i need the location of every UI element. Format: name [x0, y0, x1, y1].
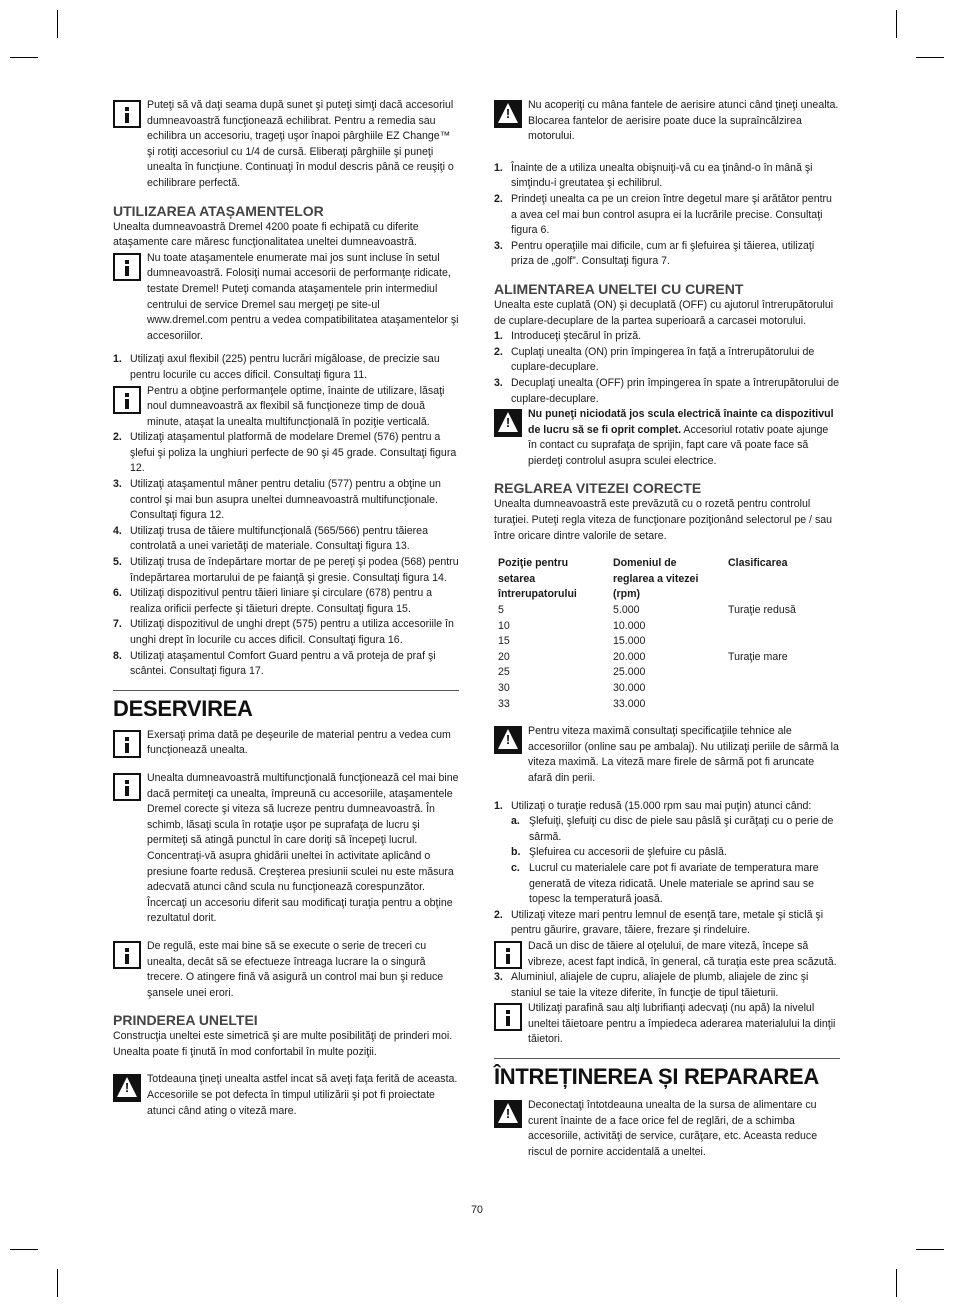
right-column — [494, 98, 840, 1160]
note-text: De regulă, este mai bine să se execute o serie de treceri cu unealta, decât să se efectueze întreaga lucrare la o singură trecere. O atingere fină vă asigură un control mai bun şi reduce şansele unei erori. — [147, 939, 444, 999]
list-text: Înainte de a utiliza unealta obişnuiţi-vă cu ea ţinând-o în mână şi simţindu-i greutatea şi echilibrul. — [511, 161, 813, 190]
note-rest-text: Accesoriul rotativ poate ajunge în contact cu suprafaţa de sprijin, fapt care vă poate face să pierdeţi controlul asupra sculei electrice. — [528, 423, 829, 467]
paragraph: Unealta este cuplată (ON) şi decuplată (OFF) cu ajutorul întrerupătorului de cuplare-decuplare de la partea superioară a carcasei motorului. — [494, 298, 834, 327]
list-number: 3. — [113, 478, 122, 491]
list-text: Cuplaţi unealta (ON) prin împingerea în faţă a întrerupătorului de cuplare-decuplare. — [511, 345, 815, 374]
table-cell — [724, 697, 834, 713]
list-number: 6. — [113, 587, 122, 600]
left-column — [113, 98, 459, 1119]
table-header: Domeniul de reglarea a vitezei (rpm) — [613, 557, 699, 601]
info-icon — [113, 941, 141, 969]
info-icon — [494, 941, 522, 969]
list-item — [113, 524, 459, 555]
list-text: Utilizaţi o turaţie redusă (15.000 rpm sau mai puţin) atunci când: — [511, 799, 812, 812]
crop-mark — [10, 57, 38, 58]
list-item — [494, 376, 840, 407]
table-row — [494, 650, 834, 666]
paragraph: Unealta dumneavoastră este prevăzută cu o rozetă pentru controlul turaţiei. Puteţi regla viteza de funcţionare poziţionând selectorul pe / sau între oricare dintre valorile de setare. — [494, 498, 833, 542]
table-row — [494, 603, 834, 619]
list-number: 1. — [494, 161, 503, 174]
list-text: Pentru operaţiile mai dificile, cum ar fi şlefuirea şi tăierea, utilizaţi priza de „golf”. Consultaţi figura 7. — [511, 239, 815, 268]
list-number: 4. — [113, 524, 122, 537]
table-cell: 25.000 — [613, 666, 646, 679]
list-number: 3. — [494, 971, 503, 984]
note-text: Pentru viteza maximă consultaţi specificaţiile tehnice ale accesoriilor (online sau pe ambalaj). Nu utilizaţi periile de sârmă la viteza maximă. La viteză mare firele de sârmă pot fi aruncate afară din perii. — [528, 725, 839, 784]
table-row — [494, 619, 834, 635]
list-text: Utilizaţi trusa de îndepărtare mortar de pe pereţi şi podea (568) pentru îndepărtarea mortarului de pe faianţă şi gresie. Consultaţi figura 14. — [130, 556, 459, 584]
list-item — [494, 799, 840, 815]
warning-icon — [113, 1074, 141, 1102]
list-text: Utilizaţi ataşamentul platformă de modelare Dremel (576) pentru a şlefui şi poliza la unghiuri perfecte de 90 şi 45 grade. Consultaţi figura 12. — [130, 431, 457, 475]
table-cell — [724, 665, 834, 681]
note-text: Puteţi să vă daţi seama după sunet şi puteţi simţi dacă accesoriul dumneavoastră funcţionează echilibrat. Pentru a remedia sau echilibra un accesoriu, trageţi uşor înapoi pârghiile EZ Change™ şi rotiţi accesoriul cu 1/4 de cursă. Eliberaţi pârghiile şi puneţi unealta în funcţiune. Continuaţi în modul descris până ce reuşiţi o echilibrare perfectă. — [147, 99, 454, 189]
section-heading-power: ALIMENTAREA UNELTEI CU CURENT — [494, 280, 744, 297]
section-heading-attachments: UTILIZAREA ATAȘAMENTELOR — [113, 202, 324, 219]
info-icon — [494, 1003, 522, 1031]
list-text: Lucrul cu materialele care pot fi avariate de temperatura mare generată de viteza ridicată. Unele materiale se aprind sau se topesc la temperatură joasă. — [529, 861, 819, 906]
list-number: 8. — [113, 649, 122, 662]
info-icon — [113, 730, 141, 758]
warning-note — [113, 1072, 459, 1119]
info-note — [494, 939, 840, 970]
list-item — [494, 161, 840, 192]
crop-mark — [57, 10, 58, 38]
list-text: Aluminiul, aliajele de cupru, aliajele de plumb, aliajele de zinc şi staniul se taie la viteze diferite, în funcţie de tipul tăieturii. — [511, 971, 809, 999]
table-cell: 20 — [498, 650, 510, 663]
list-item — [113, 430, 459, 477]
list-letter: a. — [511, 815, 520, 828]
warning-note — [494, 724, 840, 786]
list-item — [113, 555, 459, 586]
page-number: 70 — [471, 1204, 483, 1216]
table-cell: Turaţie mare — [728, 650, 788, 663]
sub-list-item — [494, 845, 840, 861]
chapter-heading-maintenance: ÎNTREȚINEREA ȘI REPARAREA — [494, 1058, 840, 1092]
list-item — [113, 586, 459, 617]
table-cell: 5 — [498, 604, 504, 617]
list-number: 2. — [494, 345, 503, 358]
list-text: Prindeţi unealta ca pe un creion între degetul mare şi arătător pentru a avea cel mai bun control asupra ei la lucrările precise. Consultaţi figura 6. — [511, 192, 832, 237]
sub-list-item — [494, 814, 840, 845]
list-item — [113, 352, 459, 383]
list-number: 3. — [494, 239, 503, 252]
table-cell: 33 — [498, 697, 510, 710]
list-number: 2. — [113, 431, 122, 444]
list-text: Utilizaţi ataşamentul mâner pentru detaliu (577) pentru a obţine un control şi mai bun asupra uneltei dumneavoastră multifuncţionale. Consultaţi figura 12. — [130, 478, 441, 522]
info-icon — [113, 100, 141, 128]
list-text: Utilizaţi dispozitivul de unghi drept (575) pentru a utiliza accesoriile în unghi drept în locurile cu acces dificil. Consultaţi figura 16. — [130, 618, 454, 646]
warning-icon — [494, 1100, 522, 1128]
info-note — [113, 728, 459, 759]
info-note — [494, 1001, 840, 1048]
warning-icon — [494, 726, 522, 754]
note-text: Unealta dumneavoastră multifuncţională funcţionează cel mai bine dacă permiteţi ca unealta, împreună cu accesoriile, ataşamentele Dremel corecte şi viteza să lucreze pentru dumneavoastră. În schimb, lăsaţi scula în rotaţie uşor pe suprafaţa de lucru şi permiteţi să atingă punctul în care doriţi să începeţi lucrul. Concentraţi-vă asupra ghidării uneltei în activitate aplicând o presiune foarte redusă. Creşterea presiunii sculei nu este măsura adecvată atunci când scula nu funcţionează corespunzător. Încercaţi un accesoriu diferit sau modificaţi turaţia pentru a obţine rezultatul dorit. — [147, 771, 459, 925]
note-text: Pentru a obţine performanţele optime, înainte de utilizare, lăsaţi noul dumneavoastră ax flexibil să funcţioneze timp de două minute, ataşat la unealta multifuncţională în poziţie verticală. — [147, 384, 445, 428]
table-row — [494, 681, 834, 697]
table-cell: 10.000 — [613, 619, 646, 632]
list-text: Utilizaţi dispozitivul pentru tăieri liniare şi circulare (678) pentru a realiza orificii perfecte şi tăieturi drepte. Consultaţi figura 15. — [130, 587, 433, 615]
note-text — [528, 407, 840, 469]
note-text: Totdeauna ţineţi unealta astfel incat să aveţi faţa ferită de aceasta. Accesoriile se pot defecta în timpul utilizării şi pot fi proiectate atunci când ating o viteză mare. — [147, 1073, 458, 1117]
list-number: 2. — [494, 908, 503, 921]
info-icon — [113, 773, 141, 801]
table-cell: 20.000 — [613, 650, 646, 663]
note-bold-text: Nu puneţi niciodată jos scula electrică înainte ca dispozitivul de lucru să se fi oprit complet. — [528, 408, 834, 436]
list-text: Utilizaţi trusa de tăiere multifuncţională (565/566) pentru tăierea controlată a unei varietăţi de materiale. Consultaţi figura 13. — [130, 524, 428, 553]
list-item — [494, 329, 840, 345]
list-number: 1. — [494, 799, 503, 812]
list-number: 1. — [113, 353, 122, 366]
list-number: 2. — [494, 192, 503, 205]
list-number: 1. — [494, 330, 503, 343]
table-cell: 33.000 — [613, 697, 646, 710]
list-letter: c. — [511, 861, 520, 874]
section-heading-speed: REGLAREA VITEZEI CORECTE — [494, 480, 702, 497]
list-item — [113, 649, 459, 680]
info-note — [113, 771, 459, 927]
info-note — [113, 384, 459, 431]
paragraph: Unealta dumneavoastră Dremel 4200 poate fi echipată cu diferite ataşamente care măresc funcţionalitatea uneltei dumneavoastră. — [113, 220, 419, 249]
speed-table — [494, 556, 834, 712]
list-text: Şlefuirea cu accesorii de şlefuire cu pâslă. — [529, 846, 727, 859]
warning-note — [494, 407, 840, 469]
table-row — [494, 697, 834, 713]
table-cell: 15 — [498, 635, 510, 648]
table-cell: 30 — [498, 682, 510, 694]
crop-mark — [10, 1249, 38, 1250]
list-item — [113, 617, 459, 648]
table-row — [494, 634, 834, 650]
note-text: Deconectaţi întotdeauna unealta de la sursa de alimentare cu curent înainte de a face orice fel de reglări, de a schimba accesoriile, activităţi de service, curăţare, etc. Aceasta reduce riscul de pornire accidentală a uneltei. — [528, 1099, 818, 1158]
chapter-heading-deservirea: DESERVIREA — [113, 690, 459, 724]
list-number: 5. — [113, 556, 122, 569]
warning-icon — [494, 409, 522, 437]
table-cell: Turaţie redusă — [728, 604, 796, 617]
list-text: Introduceţi ştecărul în priză. — [511, 330, 642, 343]
info-icon — [113, 386, 141, 414]
list-number: 7. — [113, 618, 122, 631]
note-text: Nu acoperiţi cu mâna fantele de aerisire atunci când ţineţi unealta. Blocarea fantelor de aerisire poate duce la supraîncălzirea motorului. — [528, 99, 839, 143]
info-note — [113, 251, 459, 345]
crop-mark — [57, 1269, 58, 1297]
crop-mark — [916, 57, 944, 58]
table-cell — [724, 619, 834, 635]
list-item — [494, 239, 840, 270]
list-text: Utilizaţi viteze mari pentru lemnul de esenţă tare, metale şi sticlă şi pentru găurire, gravare, tăiere, frezare şi rindeluire. — [511, 908, 824, 937]
note-text: Exersaţi prima dată pe deşeurile de material pentru a vedea cum funcţionează unealta. — [147, 728, 451, 757]
list-item — [494, 345, 840, 376]
table-cell — [724, 634, 834, 650]
list-text: Decuplaţi unealta (OFF) prin împingerea în spate a întrerupătorului de cuplare-decuplare. — [511, 376, 839, 405]
table-cell: 10 — [498, 619, 510, 632]
list-text: Utilizaţi ataşamentul Comfort Guard pentru a vă proteja de praf şi scântei. Consultaţi figura 17. — [130, 649, 436, 678]
info-note — [113, 98, 459, 192]
table-cell: 5.000 — [613, 604, 640, 617]
table-row — [494, 665, 834, 681]
info-note — [113, 939, 459, 1001]
list-item — [494, 908, 840, 939]
list-letter: b. — [511, 846, 521, 859]
table-header-row — [494, 556, 834, 603]
warning-icon — [494, 100, 522, 128]
table-cell: 25 — [498, 666, 510, 679]
section-heading-grip: PRINDEREA UNELTEI — [113, 1012, 258, 1029]
warning-note — [494, 98, 840, 145]
paragraph: Construcţia uneltei este simetrică şi are multe posibilităţi de prinderi moi. Unealta poate fi ţinută în mod confortabil în multe poziţii. — [113, 1030, 453, 1058]
list-text: Utilizaţi axul flexibil (225) pentru lucrări migăloase, de precizie sau pentru locurile cu acces dificil. Consultaţi figura 11. — [130, 353, 440, 381]
sub-list-item — [494, 861, 840, 908]
info-icon — [113, 253, 141, 281]
warning-note — [494, 1098, 840, 1160]
crop-mark — [896, 1269, 897, 1297]
note-text: Utilizaţi parafină sau alţi lubrifianţi adecvaţi (nu apă) la nivelul uneltei tăietoare pentru a împiedeca aderarea materialului la dinţii tăietori. — [528, 1002, 836, 1046]
table-header: Clasificarea — [728, 557, 788, 570]
note-text: Nu toate ataşamentele enumerate mai jos sunt incluse în setul dumneavoastră. Folosiţi numai accesorii de performanţe ridicate, testate Dremel! Puteţi comanda ataşamentele prin intermediul centrului de service Dremel sau mergeţi pe site-ul www.dremel.com pentru a vedea compatibilitatea ataşamentelor şi accesoriilor. — [147, 251, 459, 342]
list-item — [494, 970, 840, 1001]
crop-mark — [916, 1249, 944, 1250]
list-item — [113, 477, 459, 524]
table-cell: 15.000 — [613, 635, 646, 648]
list-text: Şlefuiţi, şlefuiţi cu disc de piele sau pâslă şi curăţaţi cu o perie de sârmă. — [529, 815, 834, 843]
crop-mark — [896, 10, 897, 38]
note-text: Dacă un disc de tăiere al oţelului, de mare viteză, începe să vibreze, acest fapt indică, în general, că turaţia este prea scăzută. — [528, 939, 837, 968]
list-number: 3. — [494, 376, 503, 389]
table-header: Poziţie pentru setarea întrerupatorului — [498, 557, 577, 601]
table-cell: 30.000 — [613, 682, 646, 694]
list-item — [494, 192, 840, 239]
table-cell — [724, 681, 834, 697]
